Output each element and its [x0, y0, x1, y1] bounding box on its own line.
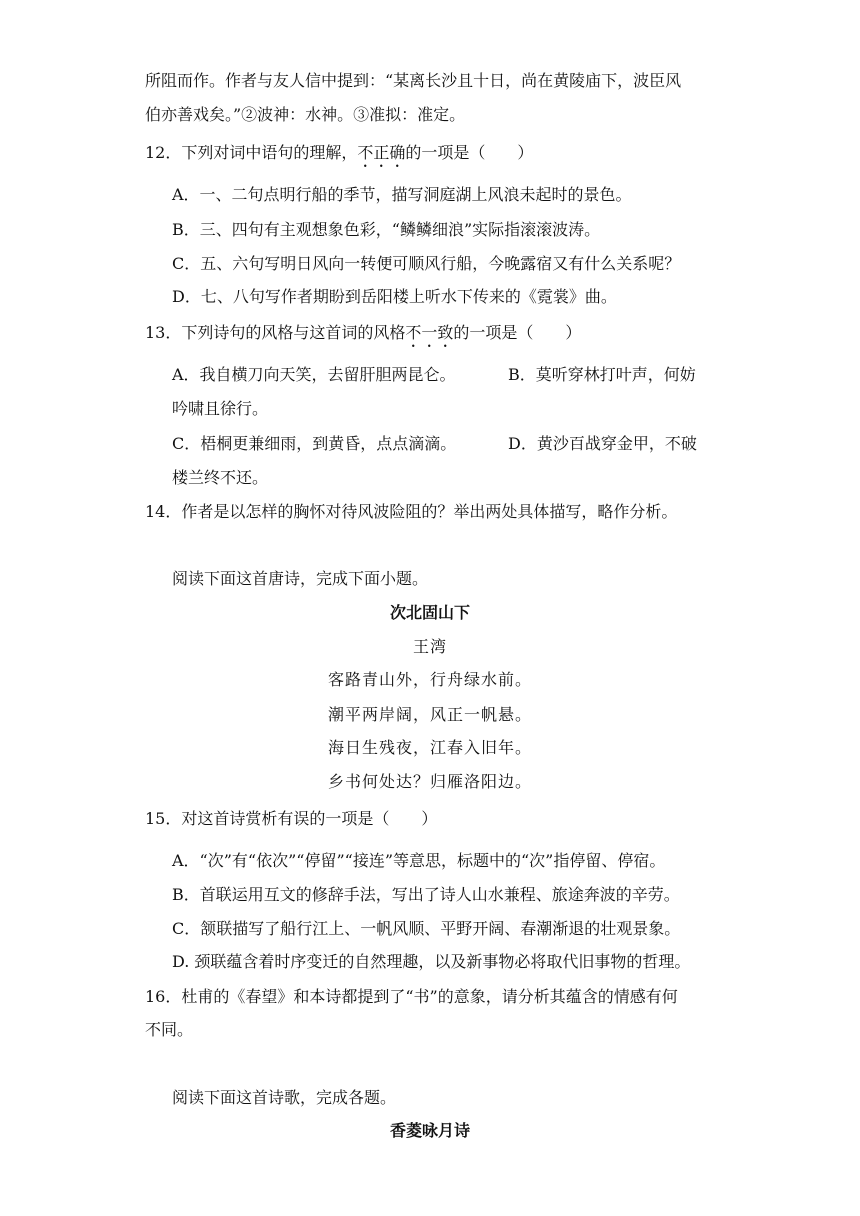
question-12-suffix: 的一项是（ ）	[405, 143, 534, 162]
poem-line-1: 客路青山外，行舟绿水前。	[327, 670, 532, 689]
question-15-option-c: C．颔联描写了船行江上、一帆风顺、平野开阔、春潮渐退的壮观景象。	[172, 919, 681, 938]
question-15: 15．对这首诗赏析有误的一项是（ ）	[145, 809, 438, 828]
question-15-option-b: B．首联运用互文的修辞手法，写出了诗人山水兼程、旅途奔波的辛劳。	[172, 885, 680, 904]
poem-line-2: 潮平两岸阔，风正一帆悬。	[327, 705, 532, 724]
question-16-line-1: 16．杜甫的《春望》和本诗都提到了“书”的意象，请分析其蕴含的情感有何	[145, 987, 678, 1006]
question-12-option-c: C．五、六句写明日风向一转便可顺风行船，今晚露宿又有什么关系呢？	[172, 254, 681, 273]
question-13	[145, 322, 581, 351]
question-12-option-a: A．一、二句点明行船的季节，描写洞庭湖上风浪未起时的景色。	[172, 185, 632, 204]
question-13-suffix: 的一项是（ ）	[453, 323, 582, 342]
question-13-option-d-continued: 楼兰终不还。	[172, 468, 269, 487]
question-12	[145, 142, 533, 171]
section-3-intro: 阅读下面这首诗歌，完成各题。	[172, 1088, 397, 1107]
poem-line-3: 海日生残夜，江春入旧年。	[327, 738, 532, 757]
question-15-option-d: D. 颈联蕴含着时序变迁的自然理趣，以及新事物必将取代旧事物的哲理。	[172, 952, 691, 971]
poem-author: 王湾	[412, 637, 447, 656]
question-13-option-c: C．梧桐更兼细雨，到黄昏，点点滴滴。	[172, 434, 457, 453]
question-14: 14．作者是以怎样的胸怀对待风波险阻的？举出两处具体描写，略作分析。	[145, 502, 678, 521]
poem-line-4: 乡书何处达？归雁洛阳边。	[327, 772, 532, 791]
intro-note-line-1: 所阻而作。作者与友人信中提到：“某离长沙且十日，尚在黄陵庙下，波臣风	[145, 71, 682, 90]
question-15-option-a: A．“次”有“依次”“停留”“接连”等意思，标题中的“次”指停留、停宿。	[172, 851, 666, 870]
question-12-prefix: 12．下列对词中语句的理解，	[145, 143, 358, 162]
question-12-emphasis: 不正确	[357, 143, 406, 162]
question-13-option-a: A．我自横刀向天笑，去留肝胆两昆仑。	[172, 365, 456, 384]
poem-title: 次北固山下	[389, 603, 470, 622]
question-13-prefix: 13．下列诗句的风格与这首词的风格	[145, 323, 406, 342]
question-12-option-d: D．七、八句写作者期盼到岳阳楼上听水下传来的《霓裳》曲。	[172, 287, 617, 306]
question-12-option-b: B．三、四句有主观想象色彩，“鳞鳞细浪”实际指滚滚波涛。	[172, 220, 601, 239]
intro-note-line-2: 伯亦善戏矣。”②波神：水神。③准拟：准定。	[145, 105, 466, 124]
question-13-emphasis: 不一致	[405, 323, 454, 342]
question-13-option-d: D．黄沙百战穿金甲，不破	[508, 434, 697, 453]
question-16-line-2: 不同。	[145, 1020, 194, 1039]
poem-title-2: 香菱咏月诗	[389, 1121, 470, 1140]
section-2-intro: 阅读下面这首唐诗，完成下面小题。	[172, 569, 429, 588]
question-13-option-b: B．莫听穿林打叶声，何妨	[508, 365, 696, 384]
question-13-option-b-continued: 吟啸且徐行。	[172, 399, 269, 418]
